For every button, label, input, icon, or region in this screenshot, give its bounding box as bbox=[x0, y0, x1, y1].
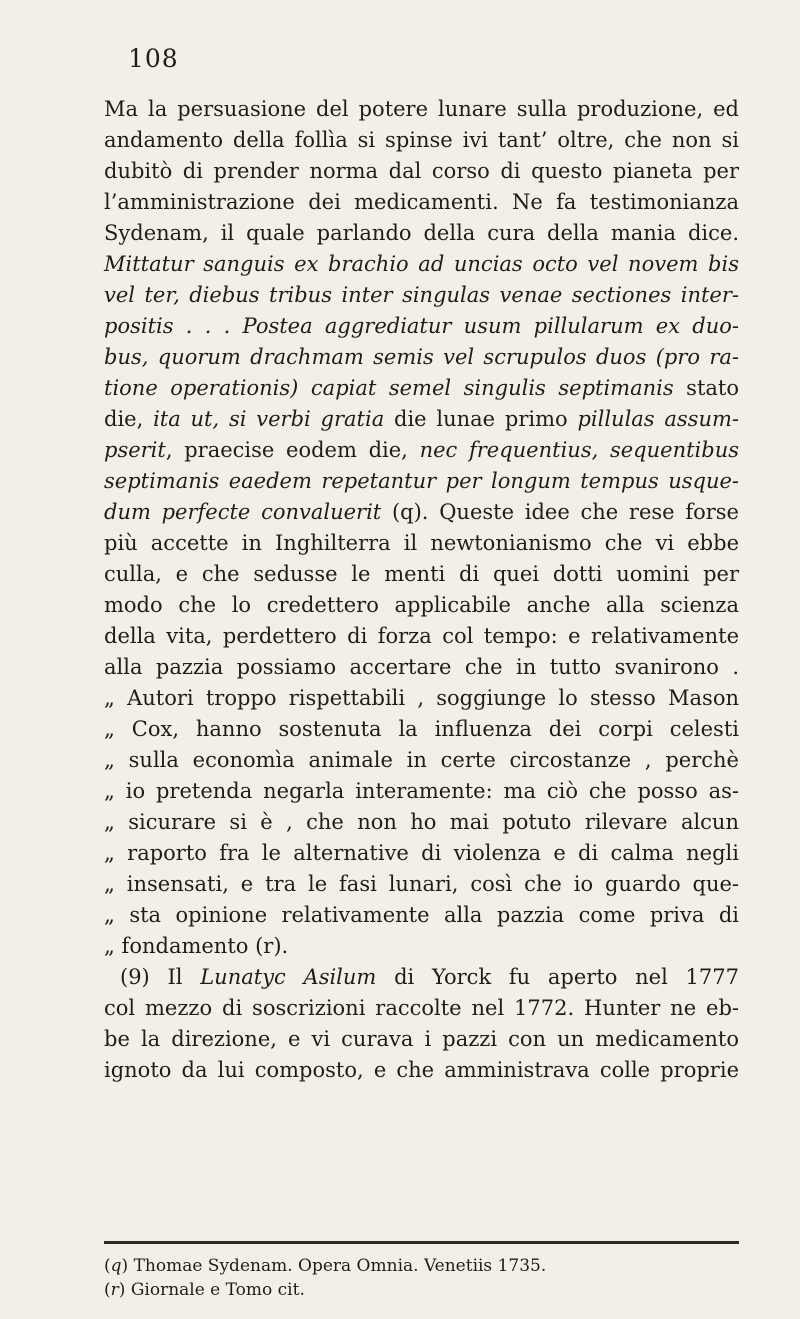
text-segment: die lunae primo bbox=[384, 407, 578, 431]
text-segment: più accette in Inghilterra il newtonianismo che vi ebbe bbox=[104, 531, 739, 555]
footnote bbox=[104, 1278, 739, 1302]
italic-text: ita ut, si verbi gratia bbox=[153, 407, 385, 431]
text-line bbox=[104, 776, 739, 807]
italic-text: Lunatyc Asilum bbox=[200, 965, 377, 989]
text-line bbox=[104, 528, 739, 559]
italic-text: tione operationis) capiat semel singulis septimanis bbox=[104, 376, 674, 400]
italic-text: bus, quorum drachmam semis vel scrupulos duos (pro ra- bbox=[104, 345, 739, 369]
text-line bbox=[104, 156, 739, 187]
text-segment: dubitò di prender norma dal corso di questo pianeta per bbox=[104, 159, 739, 183]
text-line bbox=[104, 1024, 739, 1055]
text-segment: ( bbox=[104, 1256, 111, 1276]
text-segment: ) Thomae Sydenam. Opera Omnia. Venetiis 1735. bbox=[121, 1256, 547, 1276]
text-line bbox=[104, 373, 739, 404]
footnote bbox=[104, 1254, 739, 1278]
text-segment: „ insensati, e tra le fasi lunari, così che io guardo que- bbox=[104, 872, 739, 896]
text-segment: modo che lo credettero applicabile anche alla scienza bbox=[104, 593, 739, 617]
text-line bbox=[104, 559, 739, 590]
italic-text: septimanis eaedem repetantur per longum tempus usque- bbox=[104, 469, 739, 493]
text-segment: l’amministrazione dei medicamenti. Ne fa testimonianza bbox=[104, 190, 739, 214]
text-line bbox=[104, 1055, 739, 1086]
text-segment: col mezzo di soscrizioni raccolte nel 1772. Hunter ne eb- bbox=[104, 996, 739, 1020]
text-segment: andamento della follìa si spinse ivi tant’ oltre, che non si bbox=[104, 128, 739, 152]
italic-text: positis . . . Postea aggrediatur usum pillularum ex duo- bbox=[104, 314, 739, 338]
text-line bbox=[104, 900, 739, 931]
text-segment: „ Autori troppo rispettabili , soggiunge lo stesso Mason bbox=[104, 686, 739, 710]
text-segment: „ raporto fra le alternative di violenza e di calma negli bbox=[104, 841, 739, 865]
text-line bbox=[104, 590, 739, 621]
text-segment: stato bbox=[673, 376, 739, 400]
text-segment: ) Giornale e Tomo cit. bbox=[118, 1280, 305, 1300]
text-segment: „ sicurare si è , che non ho mai potuto rilevare alcun bbox=[104, 810, 739, 834]
text-line bbox=[104, 187, 739, 218]
text-line bbox=[104, 466, 739, 497]
text-segment: „ sta opinione relativamente alla pazzia come priva di bbox=[104, 903, 739, 927]
text-segment: Ma la persuasione del potere lunare sulla produzione, ed bbox=[104, 97, 739, 121]
italic-text: r bbox=[110, 1280, 119, 1300]
text-line bbox=[104, 249, 739, 280]
text-line bbox=[104, 342, 739, 373]
text-segment: culla, e che sedusse le menti di quei dotti uomini per bbox=[104, 562, 739, 586]
text-line bbox=[104, 94, 739, 125]
text-line bbox=[104, 714, 739, 745]
text-segment: (9) Il bbox=[120, 965, 201, 989]
text-line bbox=[104, 683, 739, 714]
footnotes bbox=[104, 1254, 739, 1302]
text-segment: Sydenam, il quale parlando della cura della mania dice. bbox=[104, 221, 739, 245]
italic-text: dum perfecte convaluerit bbox=[104, 500, 382, 524]
text-segment: ignoto da lui composto, e che amministrava colle proprie bbox=[104, 1058, 739, 1082]
text-line bbox=[104, 931, 739, 962]
text-line bbox=[104, 869, 739, 900]
italic-text: Mittatur sanguis ex brachio ad uncias octo vel novem bis bbox=[104, 252, 739, 276]
text-segment: (q). Queste idee che rese forse bbox=[381, 500, 739, 524]
text-segment: be la direzione, e vi curava i pazzi con un medicamento bbox=[104, 1027, 739, 1051]
text-segment: „ fondamento (r). bbox=[104, 934, 289, 958]
text-line bbox=[104, 218, 739, 249]
text-segment: „ Cox, hanno sostenuta la influenza dei corpi celesti bbox=[104, 717, 739, 741]
text-segment: die, bbox=[104, 407, 154, 431]
text-segment: „ sulla economìa animale in certe circostanze , perchè bbox=[104, 748, 739, 772]
text-line bbox=[104, 838, 739, 869]
text-line bbox=[104, 807, 739, 838]
text-line bbox=[104, 652, 739, 683]
italic-text: pserit bbox=[104, 438, 166, 462]
text-segment: „ io pretenda negarla interamente: ma ciò che posso as- bbox=[104, 779, 739, 803]
text-line bbox=[104, 435, 739, 466]
text-line bbox=[104, 621, 739, 652]
text-line bbox=[104, 745, 739, 776]
body-text bbox=[104, 94, 739, 1086]
text-segment: ( bbox=[104, 1280, 111, 1300]
italic-text: nec frequentius, sequentibus bbox=[419, 438, 739, 462]
italic-text: q bbox=[110, 1256, 122, 1276]
italic-text: pillulas assum- bbox=[577, 407, 739, 431]
text-line bbox=[104, 497, 739, 528]
text-segment: della vita, perdettero di forza col tempo: e relativamente bbox=[104, 624, 739, 648]
text-line bbox=[104, 962, 739, 993]
text-line bbox=[104, 993, 739, 1024]
text-line bbox=[104, 404, 739, 435]
page-number: 108 bbox=[128, 44, 179, 73]
text-segment: di Yorck fu aperto nel 1777 bbox=[376, 965, 739, 989]
text-segment: , praecise eodem die, bbox=[165, 438, 420, 462]
text-line bbox=[104, 125, 739, 156]
italic-text: vel ter, diebus tribus inter singulas venae sectiones inter- bbox=[104, 283, 739, 307]
text-line bbox=[104, 311, 739, 342]
text-segment: alla pazzia possiamo accertare che in tutto svanirono . bbox=[104, 655, 739, 679]
text-line bbox=[104, 280, 739, 311]
footnote-rule bbox=[104, 1241, 739, 1244]
